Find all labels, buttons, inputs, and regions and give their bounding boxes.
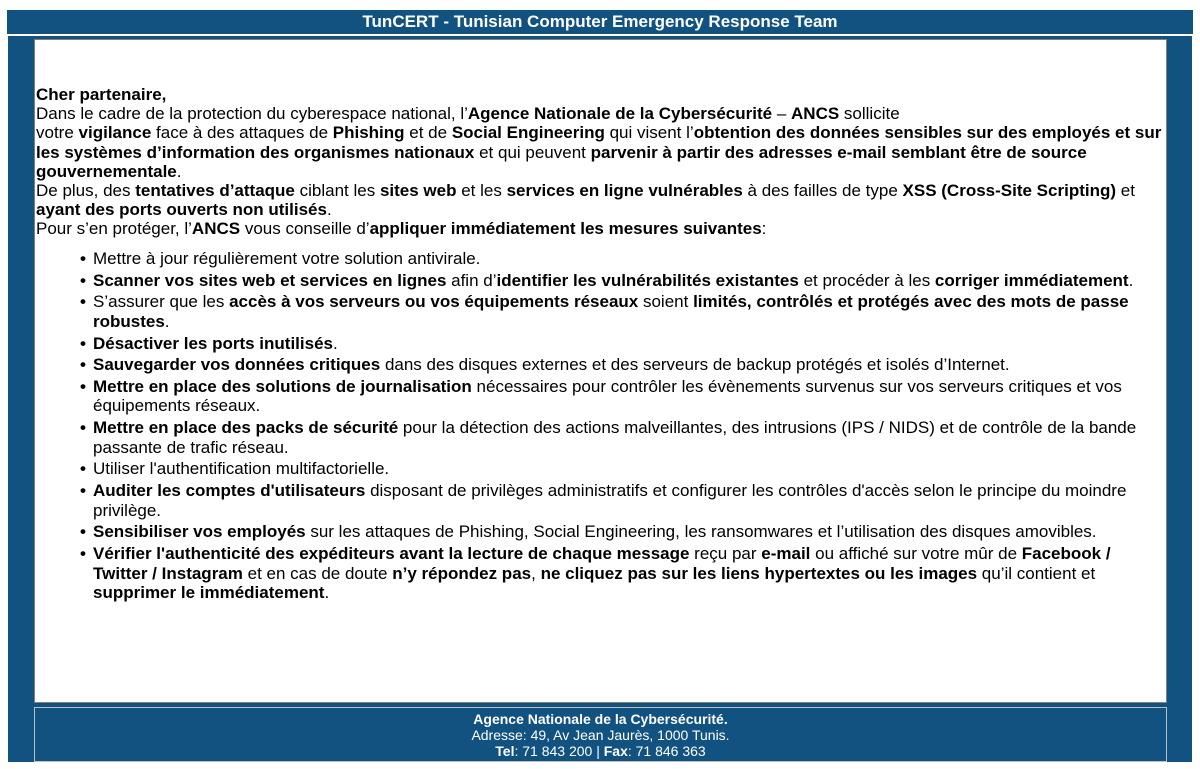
list-item: • Scanner vos sites web et services en lignes afin d’identifier les vulnérabilités existantes et procéder à les corriger immédiatement.	[36, 271, 1164, 290]
list-item: • Auditer les comptes d'utilisateurs disposant de privilèges administratifs et configurer les contrôles d'accès selon le principe du moindre privilège.	[36, 481, 1164, 519]
list-item: • Sauvegarder vos données critiques dans des disques externes et des serveurs de backup protégés et isolés d’Internet.	[36, 355, 1164, 374]
message-body	[36, 85, 1164, 605]
list-item: • Sensibiliser vos employés sur les attaques de Phishing, Social Engineering, les ransomwares et l’utilisation des disques amovibles.	[36, 522, 1164, 541]
paragraph-1: Dans le cadre de la protection du cyberespace national, l’Agence Nationale de la Cybersécurité – ANCS sollicite	[36, 104, 900, 124]
paragraph-3: De plus, des tentatives d’attaque ciblant les sites web et les services en ligne vulnérables à des failles de type XSS (Cross-Site Scripting) et ayant des ports ouverts non utilisés.	[36, 181, 1135, 220]
greeting: Cher partenaire,	[36, 85, 167, 104]
list-item: • S’assurer que les accès à vos serveurs ou vos équipements réseaux soient limités, contrôlés et protégés avec des mots de passe robustes.	[36, 292, 1164, 330]
list-item: • Mettre en place des solutions de journalisation nécessaires pour contrôler les évènements survenus sur vos serveurs critiques et vos équipements réseaux.	[36, 377, 1164, 415]
list-item: • Mettre à jour régulièrement votre solution antivirale.	[36, 249, 1164, 268]
footer	[34, 707, 1167, 762]
list-item: • Désactiver les ports inutilisés.	[36, 334, 1164, 353]
list-item: • Vérifier l'authenticité des expéditeurs avant la lecture de chaque message reçu par e-mail ou affiché sur votre mûr de Facebook / Twitter / Instagram et en cas de doute n’y répondez pas, ne cliquez pas sur les liens hypertextes ou les images qu’il contient et supprimer le immédiatement.	[36, 544, 1164, 602]
paragraph-2: votre vigilance face à des attaques de Phishing et de Social Engineering qui visent l’obtention des données sensibles sur des employés et sur les systèmes d’information des organismes nationaux et qui peuvent parvenir à partir des adresses e-mail semblant être de source gouvernementale.	[36, 123, 1162, 181]
paragraph-4: Pour s’en protéger, l’ANCS vous conseille d’appliquer immédiatement les mesures suivantes:	[36, 219, 767, 239]
page-title: TunCERT - Tunisian Computer Emergency Response Team	[7, 10, 1193, 34]
footer-org: Agence Nationale de la Cybersécurité.	[473, 711, 728, 727]
footer-contact: Tel: 71 843 200 | Fax: 71 846 363	[495, 743, 706, 759]
list-item: • Utiliser l'authentification multifactorielle.	[36, 459, 1164, 478]
list-item: • Mettre en place des packs de sécurité pour la détection des actions malveillantes, des intrusions (IPS / NIDS) et de contrôle de la bande passante de trafic réseau.	[36, 418, 1164, 456]
measures-list	[36, 249, 1164, 602]
footer-address: Adresse: 49, Av Jean Jaurès, 1000 Tunis.	[471, 727, 730, 743]
